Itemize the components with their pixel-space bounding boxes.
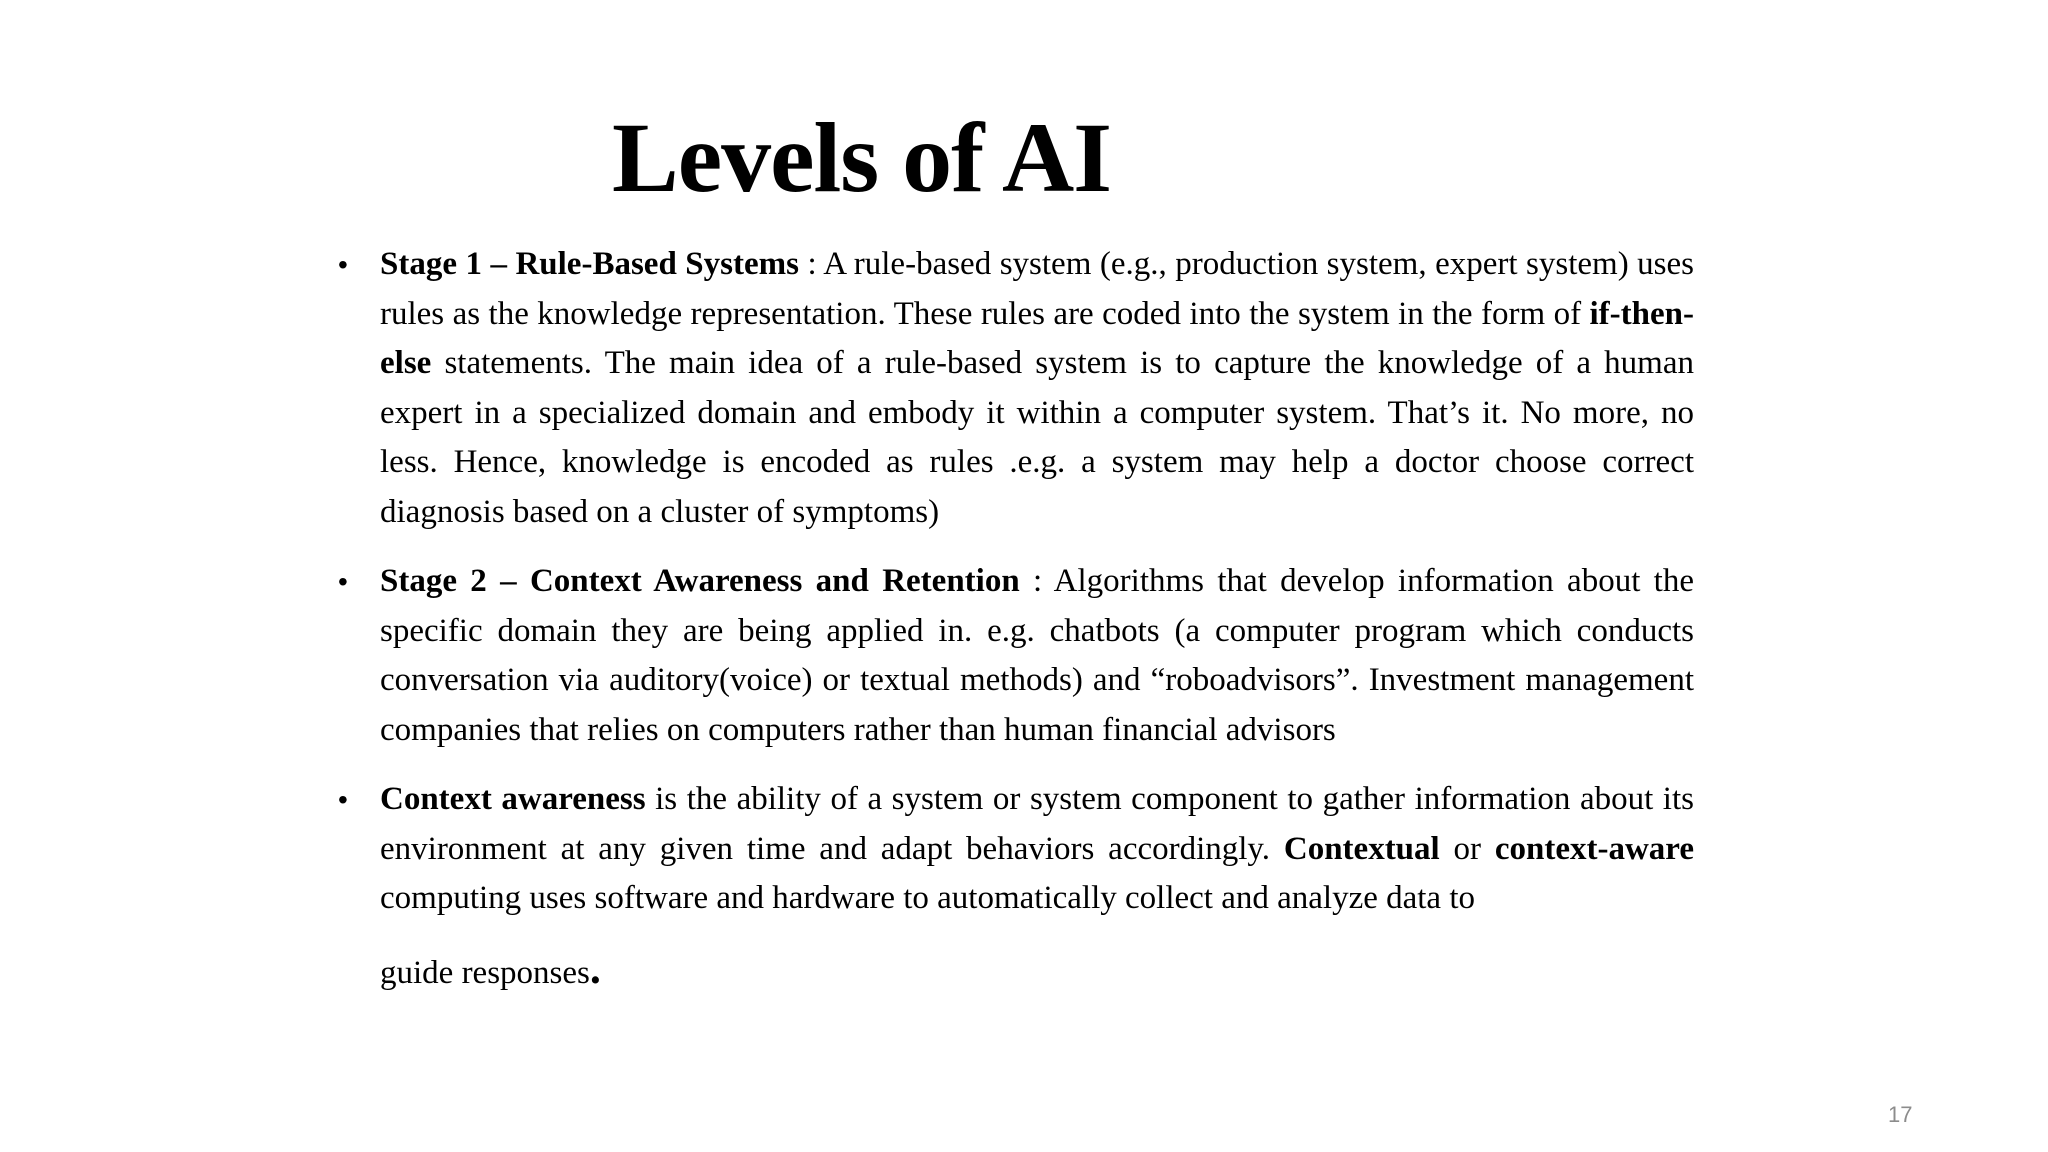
bullet-emphasis: context-aware — [1494, 830, 1695, 867]
bullet-dot-icon: • — [338, 784, 348, 815]
bullet-heading: Stage 1 – Rule-Based Systems — [380, 246, 799, 282]
bullet-text: : A rule-based system (e.g., production system, expert system) uses rules as the knowledge representation. These rules are coded into the system in the form of — [380, 246, 1694, 332]
slide-title: Levels of AI — [612, 102, 1112, 213]
bullet-text: statements. The main idea of a rule-based system is to capture the knowledge of a human expert in a specialized domain and embody it within a computer system. That’s it. No more, no less. Hence, knowledge is encoded as rules .e.g. a system may help a doctor choose correct diagnosis based on a cluster of symptoms) — [380, 345, 1694, 530]
bullet-last-line — [380, 944, 1694, 999]
bullet-dot-icon: • — [338, 566, 348, 597]
page-number: 17 — [1888, 1102, 1913, 1127]
bullet-dot-icon: • — [338, 249, 348, 280]
bullet-text: guide responses — [380, 954, 590, 991]
bullet-text: : Algorithms that develop information about the specific domain they are being applied in. e.g. chatbots (a computer program which conducts conversation via auditory(voice) or textual methods) and “roboadvisors”. Investment management companies that relies on computers rather than human financial advisors — [380, 563, 1694, 748]
bullet-heading: Stage 2 – Context Awareness and Retention — [380, 563, 1020, 599]
bullet-text: is the ability of a system or system component to gather information about its environment at any given time and adapt behaviors accordingly. — [380, 781, 1694, 867]
bullet-heading: Context awareness — [380, 781, 646, 817]
bullet-text: or — [1439, 830, 1495, 867]
bullet-list — [338, 240, 1694, 1018]
bullet-emphasis: Contextual — [1283, 830, 1440, 867]
bullet-emphasis: if-then-else — [380, 295, 1694, 381]
bullet-stage-2 — [338, 557, 1694, 755]
bullet-stage-1 — [338, 240, 1694, 537]
bullet-text: computing uses software and hardware to automatically collect and analyze data to — [380, 880, 1475, 916]
bullet-context-awareness — [338, 775, 1694, 998]
final-period: . — [589, 943, 601, 993]
